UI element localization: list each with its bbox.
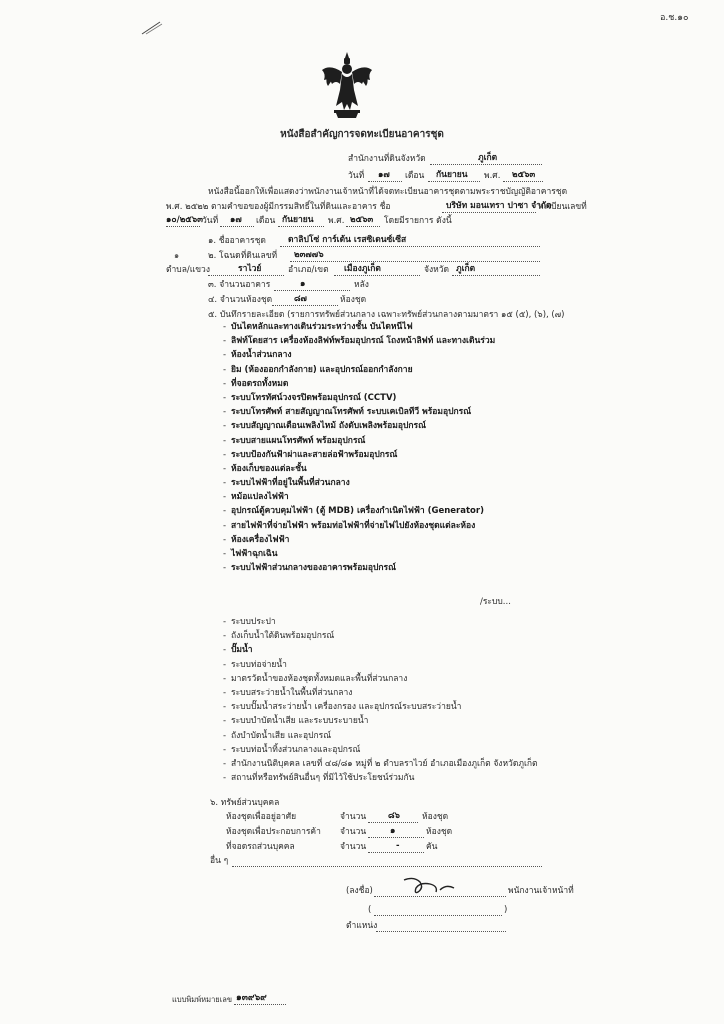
list-item: - บันไดหลักและทางเดินร่วมระหว่างชั้น บันไดหนีไฟ	[223, 322, 413, 332]
list-item: - ปั๊มน้ำ	[223, 645, 253, 656]
amphoe-label: อำเภอ/เขต	[288, 265, 329, 275]
date-day-line	[368, 181, 402, 182]
intro-line-3-year-label: พ.ศ.	[328, 216, 345, 226]
tambon-line	[208, 275, 284, 276]
intro-line-3-day-label: วันที่	[202, 216, 219, 226]
list-item: - สายไฟฟ้าที่จ่ายไฟฟ้า พร้อมท่อไฟฟ้าที่จ่ายไฟไปยังห้องชุดแต่ละห้อง	[223, 520, 476, 531]
personal-row-3-label: ที่จอดรถส่วนบุคคล	[226, 842, 295, 852]
personal-row-3-unit: คัน	[426, 842, 438, 852]
list-item: - สำนักงานนิติบุคคล เลขที่ ๔๘/๘๑ หมู่ที่ ๒ ตำบลราไวย์ อำเภอเมืองภูเก็ต จังหวัดภูเก็ต	[223, 758, 538, 769]
owner-value: บริษัท มอนเทรา ปาซา จำกัด	[446, 201, 552, 211]
personal-row-1-line	[368, 822, 418, 823]
office-value: ภูเก็ต	[478, 153, 498, 163]
intro-line-3-day: ๑๗	[230, 215, 242, 225]
date-month-value: กันยายน	[436, 170, 468, 180]
deed-label: ๒. โฉนดที่ดินเลขที่	[208, 251, 278, 261]
list-item: - ระบบสายแผนโทรศัพท์ พร้อมอุปกรณ์	[223, 435, 366, 446]
officer-label: พนักงานเจ้าหน้าที่	[508, 886, 574, 896]
scan-mark	[140, 18, 164, 36]
personal-row-1-qty-label: จำนวน	[340, 812, 367, 822]
personal-property-header: ๖. ทรัพย์ส่วนบุคคล	[210, 798, 280, 808]
intro-line-3-month: กันยายน	[282, 215, 314, 225]
personal-row-3-line	[368, 852, 424, 853]
personal-row-3-qty: -	[396, 841, 400, 851]
personal-row-1-unit: ห้องชุด	[422, 812, 449, 822]
position-label: ตำแหน่ง	[346, 921, 378, 931]
form-code: อ.ช.๑๐	[660, 13, 689, 23]
list-item: - มาตรวัดน้ำของห้องชุดทั้งหมดและพื้นที่ส่วนกลาง	[223, 673, 408, 684]
list-item: - สถานที่หรือทรัพย์สินอื่นๆ ที่มิไว้ใช้ประโยชน์ร่วมกัน	[223, 773, 415, 784]
deed-margin-mark: ๑	[174, 251, 180, 260]
list-item: - ระบบสัญญาณเตือนเพลิงไหม้ ถังดับเพลิงพร้อมอุปกรณ์	[223, 421, 426, 432]
amphoe-value: เมืองภูเก็ต	[344, 264, 381, 274]
intro-line-2-prefix: พ.ศ. ๒๕๒๒ ตามคำขอของผู้มีกรรมสิทธิ์ในที่ดินและอาคาร ชื่อ	[166, 202, 391, 212]
personal-row-2-line	[368, 837, 424, 838]
province-value: ภูเก็ต	[456, 264, 476, 274]
line3-day-line	[220, 226, 254, 227]
list-item: - ถังเก็บน้ำใต้ดินพร้อมอุปกรณ์	[223, 631, 335, 642]
building-name-line	[280, 246, 540, 247]
buildings-label: ๓. จำนวนอาคาร	[208, 280, 271, 290]
list-item: - ห้องเครื่องไฟฟ้า	[223, 534, 290, 545]
list-item: - ระบบท่อจ่ายน้ำ	[223, 659, 287, 670]
deed-line	[290, 261, 540, 262]
date-month-line	[428, 181, 480, 182]
personal-row-2-unit: ห้องชุด	[426, 827, 453, 837]
name-line	[374, 915, 502, 916]
line3-year-line	[346, 226, 380, 227]
reg-no-value: ๑๐/๒๕๖๓	[166, 215, 203, 225]
list-item: - ห้องน้ำส่วนกลาง	[223, 350, 292, 361]
list-item: - ระบบปั๊มน้ำสระว่ายน้ำ เครื่องกรอง และอุปกรณ์ระบบสระว่ายน้ำ	[223, 702, 462, 713]
position-line	[376, 931, 506, 932]
name-open-paren: (	[368, 905, 372, 915]
personal-other-label: อื่น ๆ	[210, 856, 229, 866]
personal-row-2-label: ห้องชุดเพื่อประกอบการค้า	[226, 827, 321, 837]
personal-other-line	[232, 866, 542, 867]
units-unit: ห้องชุด	[340, 295, 367, 305]
handwritten-signature	[400, 874, 460, 898]
garuda-emblem-icon	[318, 50, 376, 120]
units-label: ๔. จำนวนห้องชุด	[208, 295, 273, 305]
tambon-label: ตำบล/แขวง	[166, 265, 210, 275]
name-close-paren: )	[504, 905, 508, 915]
buildings-unit: หลัง	[354, 280, 369, 290]
units-line	[272, 305, 338, 306]
footer-line	[234, 1004, 286, 1005]
personal-row-1-label: ห้องชุดเพื่ออยู่อาศัย	[226, 812, 297, 822]
office-line	[430, 164, 542, 165]
document-title: หนังสือสำคัญการจดทะเบียนอาคารชุด	[280, 129, 444, 140]
intro-line-1: หนังสือนี้ออกให้เพื่อแสดงว่าพนักงานเจ้าหน้าที่ได้จดทะเบียนอาคารชุดตามพระราชบัญญัติอาคารชุด	[208, 187, 568, 197]
footer-label: แบบพิมพ์หมายเลข	[172, 995, 232, 1004]
common-property-header: ๕. บันทึกรายละเอียด (รายการทรัพย์ส่วนกลาง เฉพาะทรัพย์ส่วนกลางตามมาตรา ๑๕ (๕), (๖), (๗)	[208, 310, 565, 320]
list-item: - ถังบำบัดน้ำเสีย และอุปกรณ์	[223, 730, 332, 741]
intro-line-3-suffix: โดยมีรายการ ดังนี้	[384, 216, 452, 226]
reg-no-line	[166, 226, 200, 227]
date-year-label: พ.ศ.	[484, 171, 501, 181]
list-item: - ระบบท่อน้ำทิ้งส่วนกลางและอุปกรณ์	[223, 744, 361, 755]
intro-line-3-month-label: เดือน	[256, 216, 276, 226]
date-month-label: เดือน	[405, 171, 425, 181]
continue-marker: /ระบบ...	[480, 597, 511, 607]
signature-label: (ลงชื่อ)	[346, 886, 373, 896]
personal-row-1-qty: ๘๖	[388, 811, 400, 821]
buildings-line	[274, 290, 350, 291]
line3-month-line	[278, 226, 324, 227]
list-item: - ห้องเก็บของแต่ละชั้น	[223, 463, 307, 474]
date-year-line	[503, 181, 543, 182]
intro-line-2-suffix: ทะเบียนเลขที่	[538, 202, 587, 212]
common-items-list-1	[223, 320, 495, 575]
personal-row-2-qty-label: จำนวน	[340, 827, 367, 837]
personal-row-2-qty: ๑	[390, 826, 396, 836]
deed-value: ๒๓๗๗๖	[294, 250, 324, 260]
date-day-value: ๑๗	[378, 170, 390, 180]
list-item: - ระบบสระว่ายน้ำในพื้นที่ส่วนกลาง	[223, 687, 353, 698]
list-item: - ระบบโทรทัศน์วงจรปิดพร้อมอุปกรณ์ (CCTV)	[223, 392, 397, 403]
list-item: - ระบบป้องกันฟ้าผ่าและสายล่อฟ้าพร้อมอุปกรณ์	[223, 449, 398, 460]
building-name-label: ๑. ชื่ออาคารชุด	[208, 236, 266, 246]
list-item: - ระบบประปา	[223, 617, 276, 627]
building-name-value: ดาลิปโซ่ การ์เด้น เรสซิเดนซ์เซีส	[288, 235, 407, 245]
list-item: - ที่จอดรถทั้งหมด	[223, 378, 289, 389]
province-label: จังหวัด	[424, 265, 450, 275]
list-item: - ระบบไฟฟ้าที่อยู่ในพื้นที่ส่วนกลาง	[223, 478, 350, 489]
list-item: - ยิม (ห้องออกกำลังกาย) และอุปกรณ์ออกกำลังกาย	[223, 364, 413, 375]
list-item: - ระบบไฟฟ้าส่วนกลางของอาคารพร้อมอุปกรณ์	[223, 563, 396, 574]
list-item: - ระบบบำบัดน้ำเสีย และระบบระบายน้ำ	[223, 716, 369, 727]
list-item: - ไฟฟ้าฉุกเฉิน	[223, 549, 278, 559]
list-item: - ลิฟท์โดยสาร เครื่องห้องลิฟท์พร้อมอุปกรณ์ โถงหน้าลิฟท์ และทางเดินร่วม	[223, 336, 496, 347]
list-item: - หม้อแปลงไฟฟ้า	[223, 492, 289, 503]
intro-line-3-year: ๒๕๖๓	[350, 215, 374, 225]
list-item: - อุปกรณ์ตู้ควบคุมไฟฟ้า (ตู้ MDB) เครื่องกำเนิดไฟฟ้า (Generator)	[223, 506, 484, 517]
amphoe-line	[334, 275, 420, 276]
office-label: สำนักงานที่ดินจังหวัด	[348, 154, 426, 164]
buildings-value: ๑	[300, 279, 306, 289]
owner-line	[442, 212, 536, 213]
footer-number: ๑๓๙๖๙	[236, 993, 267, 1003]
personal-row-3-qty-label: จำนวน	[340, 842, 367, 852]
common-items-list-2	[223, 615, 538, 785]
province-line	[452, 275, 540, 276]
date-year-value: ๒๕๖๓	[512, 170, 536, 180]
date-day-label: วันที่	[348, 171, 365, 181]
units-value: ๘๗	[294, 294, 307, 304]
list-item: - ระบบโทรศัพท์ สายสัญญาณโทรศัพท์ ระบบเคเบิลทีวี พร้อมอุปกรณ์	[223, 407, 472, 418]
tambon-value: ราไวย์	[238, 264, 262, 274]
